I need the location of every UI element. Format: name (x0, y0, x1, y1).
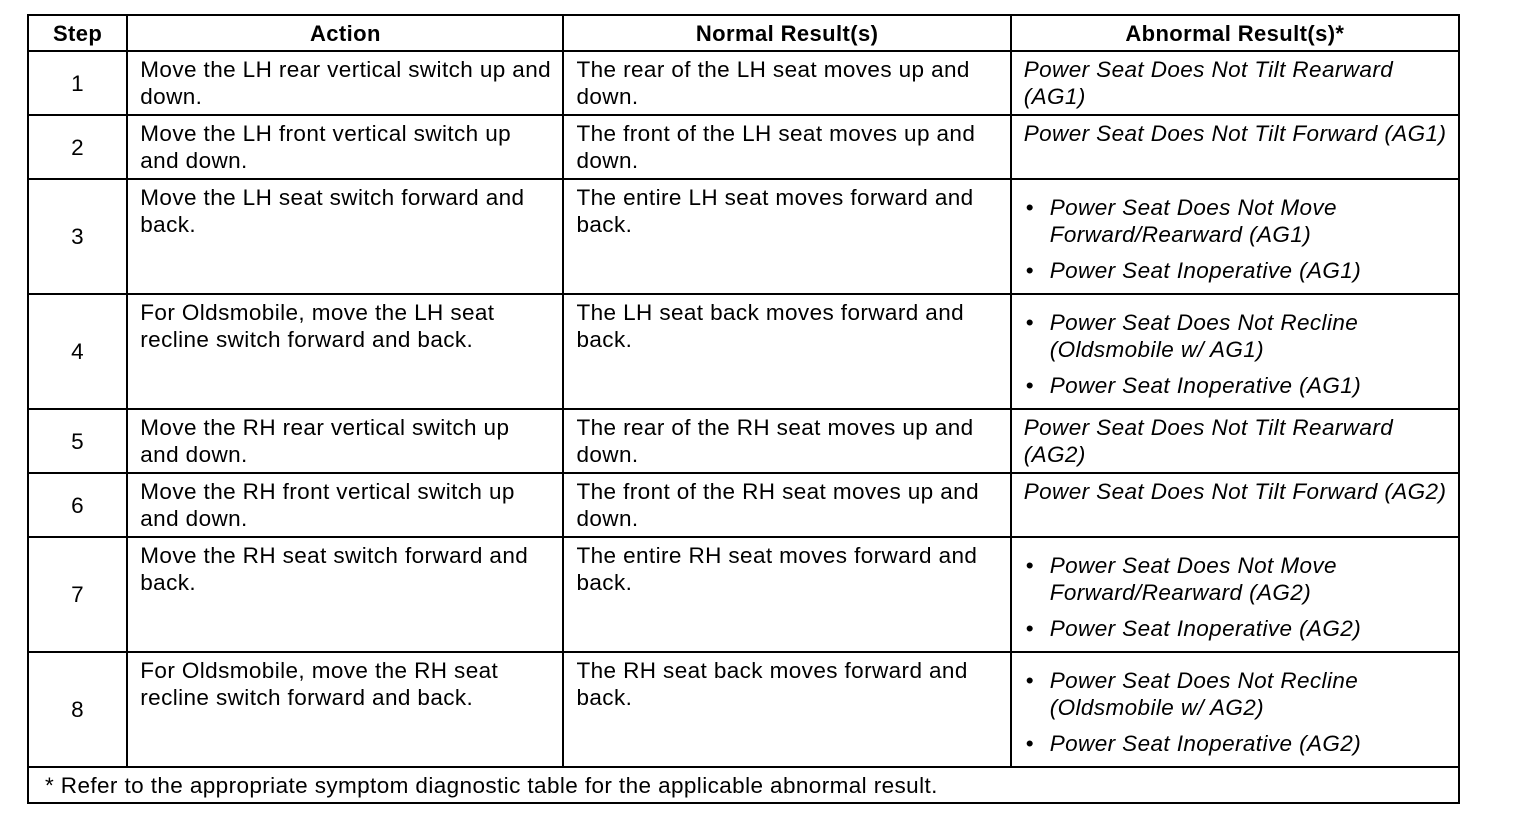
header-normal-results: Normal Result(s) (563, 15, 1010, 51)
action-text: Move the LH seat switch forward and back. (140, 185, 525, 237)
abnormal-result-text: Power Seat Does Not Tilt Forward (AG1) (1023, 121, 1447, 146)
step-number: 8 (28, 652, 127, 767)
abnormal-result-list (1012, 653, 1458, 757)
abnormal-result-cell (1011, 473, 1459, 537)
abnormal-result-list (1012, 295, 1458, 399)
abnormal-result-item: • Power Seat Inoperative (AG1) (1050, 372, 1452, 399)
abnormal-result-text: Power Seat Does Not Tilt Rearward (AG2) (1023, 415, 1394, 467)
abnormal-result-item: • Power Seat Does Not Recline (Oldsmobile w/ AG1) (1050, 309, 1452, 363)
table-row (28, 51, 1459, 115)
action-text: For Oldsmobile, move the LH seat recline switch forward and back. (140, 300, 495, 352)
footnote-row (28, 767, 1459, 803)
normal-result-cell (563, 115, 1010, 179)
abnormal-result-cell (1011, 294, 1459, 409)
table-row (28, 652, 1459, 767)
header-abnormal-results: Abnormal Result(s)* (1011, 15, 1459, 51)
step-number: 2 (28, 115, 127, 179)
abnormal-result-cell (1011, 409, 1459, 473)
table-row (28, 409, 1459, 473)
abnormal-result-item: • Power Seat Inoperative (AG2) (1050, 730, 1452, 757)
normal-result-text: The rear of the LH seat moves up and down. (576, 57, 970, 109)
step-number: 6 (28, 473, 127, 537)
abnormal-result-item: • Power Seat Inoperative (AG1) (1050, 257, 1452, 284)
normal-result-cell (563, 179, 1010, 294)
abnormal-result-item: • Power Seat Does Not Move Forward/Rearward (AG2) (1050, 552, 1452, 606)
normal-result-text: The entire RH seat moves forward and back. (576, 543, 978, 595)
normal-result-cell (563, 652, 1010, 767)
abnormal-result-list (1012, 180, 1458, 284)
header-action: Action (127, 15, 563, 51)
action-cell (127, 473, 563, 537)
abnormal-result-cell (1011, 179, 1459, 294)
step-number: 5 (28, 409, 127, 473)
normal-result-cell (563, 51, 1010, 115)
action-text: Move the RH rear vertical switch up and down. (140, 415, 510, 467)
abnormal-result-item: • Power Seat Does Not Recline (Oldsmobile w/ AG2) (1050, 667, 1452, 721)
step-number: 4 (28, 294, 127, 409)
table-row (28, 537, 1459, 652)
normal-result-cell (563, 409, 1010, 473)
table-row (28, 115, 1459, 179)
normal-result-cell (563, 473, 1010, 537)
action-text: Move the RH front vertical switch up and down. (140, 479, 515, 531)
step-number: 3 (28, 179, 127, 294)
normal-result-text: The entire LH seat moves forward and back. (576, 185, 974, 237)
normal-result-text: The rear of the RH seat moves up and down. (576, 415, 974, 467)
abnormal-result-cell (1011, 652, 1459, 767)
action-text: Move the RH seat switch forward and back. (140, 543, 529, 595)
step-number: 7 (28, 537, 127, 652)
action-cell (127, 51, 563, 115)
step-number: 1 (28, 51, 127, 115)
action-text: Move the LH rear vertical switch up and down. (140, 57, 552, 109)
action-cell (127, 409, 563, 473)
action-cell (127, 294, 563, 409)
abnormal-result-cell (1011, 537, 1459, 652)
action-text: For Oldsmobile, move the RH seat recline switch forward and back. (140, 658, 499, 710)
footnote: * Refer to the appropriate symptom diagnostic table for the applicable abnormal result. (28, 767, 1459, 803)
abnormal-result-cell (1011, 115, 1459, 179)
abnormal-result-text: Power Seat Does Not Tilt Rearward (AG1) (1023, 57, 1394, 109)
abnormal-result-item: • Power Seat Inoperative (AG2) (1050, 615, 1452, 642)
action-text: Move the LH front vertical switch up and down. (140, 121, 512, 173)
action-cell (127, 115, 563, 179)
abnormal-result-item: • Power Seat Does Not Move Forward/Rearward (AG1) (1050, 194, 1452, 248)
header-row (28, 15, 1459, 51)
header-step: Step (28, 15, 127, 51)
normal-result-cell (563, 537, 1010, 652)
normal-result-cell (563, 294, 1010, 409)
normal-result-text: The front of the RH seat moves up and down. (576, 479, 979, 531)
diagnostic-table (27, 14, 1460, 804)
normal-result-text: The front of the LH seat moves up and down. (576, 121, 976, 173)
action-cell (127, 179, 563, 294)
action-cell (127, 537, 563, 652)
table-row (28, 179, 1459, 294)
normal-result-text: The LH seat back moves forward and back. (576, 300, 965, 352)
abnormal-result-text: Power Seat Does Not Tilt Forward (AG2) (1023, 479, 1447, 504)
action-cell (127, 652, 563, 767)
table-row (28, 473, 1459, 537)
table-row (28, 294, 1459, 409)
abnormal-result-list (1012, 538, 1458, 642)
abnormal-result-cell (1011, 51, 1459, 115)
normal-result-text: The RH seat back moves forward and back. (576, 658, 968, 710)
